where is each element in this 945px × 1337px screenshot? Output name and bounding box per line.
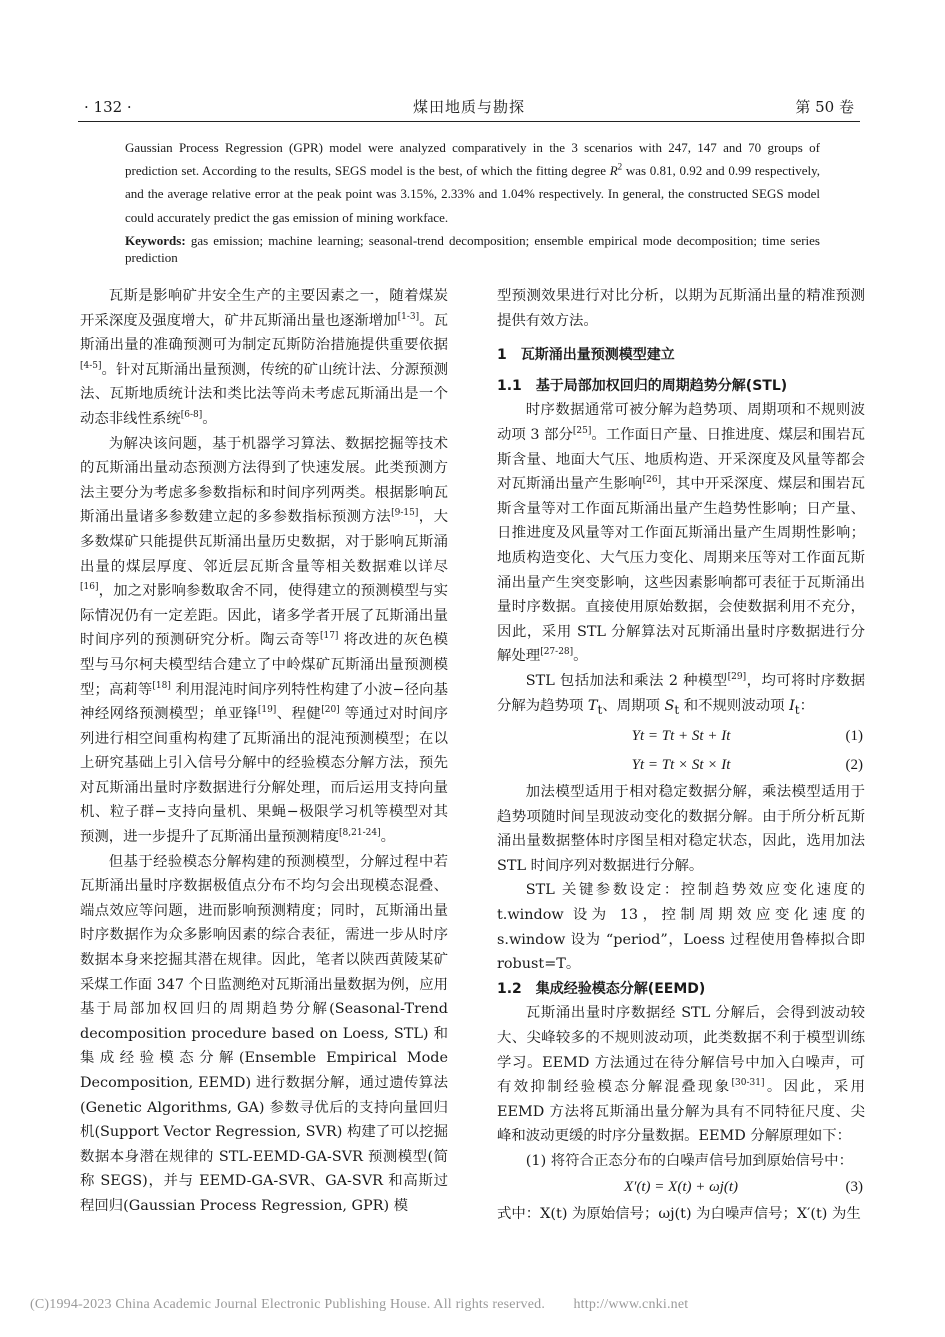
equation-2-number: (2) bbox=[845, 756, 863, 773]
intro-paragraph-3: 但基于经验模态分解构建的预测模型，分解过程中若瓦斯涌出量时序数据极值点分布不均匀会出现模态混叠、端点效应等问题，进而影响预测精度；同时，瓦斯涌出量时序数据作为众多影响因素的综合表征，需进一步从时序数据本身来挖掘其潜在规律。因此，笔者以陕西黄陵某矿采煤工作面 347 个日监测绝对瓦斯涌出量数据为例，应用基于局部加权回归的周期趋势分解(Seasonal-Trend decomposition procedure based on Loess, STL) 和集成经验模态分解(Ensemble Empirical Mode Decomposition, EEMD) 进行数据分解，通过遗传算法(Genetic Algorithms, GA) 参数寻优后的支持向量回归机(Support Vector Regression, SVR) 构建了可以挖掘数据本身潜在规律的 STL-EEMD-GA-SVR 预测模型(简称 SEGS)，并与 EEMD-GA-SVR、GA-SVR 和高斯过程回归(Gaussian Process Regression, GPR) 模 bbox=[80, 853, 448, 1214]
keywords-label: Keywords: bbox=[125, 232, 186, 248]
citation[interactable]: [27-28] bbox=[540, 647, 574, 658]
equation-3-number: (3) bbox=[845, 1179, 863, 1196]
equation-3-explanation: 式中：X(t) 为原始信号；ωj(t) 为白噪声信号；X′(t) 为生 bbox=[497, 1206, 861, 1223]
english-abstract bbox=[125, 136, 820, 267]
citation[interactable]: [25] bbox=[572, 426, 592, 437]
citation[interactable]: [6-8] bbox=[180, 410, 203, 421]
citation[interactable]: [30-31] bbox=[731, 1078, 765, 1089]
equation-3-formula: X′(t) = X(t) + ωj(t) bbox=[623, 1179, 739, 1196]
journal-name: 煤田地质与勘探 bbox=[412, 98, 525, 116]
citation[interactable]: [4-5] bbox=[80, 360, 102, 371]
page-number: · 132 · bbox=[84, 98, 132, 116]
intro-paragraph-2: 为解决该问题，基于机器学习算法、数据挖掘等技术的瓦斯涌出量动态预测方法得到了快速发展。此类预测方法主要分为考虑多参数指标和时间序列两类。根据影响瓦斯涌出量诸多参数建立起的多参数指标预测方法[9-15]，大多数煤矿只能提供瓦斯涌出量历史数据，对于影响瓦斯涌出量的煤层厚度、邻近层瓦斯含量等相关数据难以详尽[16]，加之对影响参数取舍不同，使得建立的预测模型与实际情况仍有一定差距。因此，诸多学者开展了瓦斯涌出量时间序列的预测研究分析。陶云奇等[17] 将改进的灰色模型与马尔柯夫模型结合建立了中岭煤矿瓦斯涌出量预测模型；高莉等[18] 利用混沌时间序列特性构建了小波−径向基神经网络预测模型；单亚锋[19]、程健[20] 等通过对时间序列进行相空间重构构建了瓦斯涌出的混沌预测模型；在以上研究基础上引入信号分解中的经验模态分解方法，预先对瓦斯涌出量时序数据进行分解处理，而后运用支持向量机、粒子群−支持向量机、果蝇−极限学习机等模型对其预测，进一步提升了瓦斯涌出量预测精度[8,21-24]。 bbox=[80, 435, 448, 846]
copyright-footer: (C)1994-2023 China Academic Journal Electronic Publishing House. All rights reserved. http://www.cnki.net bbox=[30, 1297, 689, 1312]
left-column bbox=[80, 284, 448, 1219]
stl-paragraph-3: 加法模型适用于相对稳定数据分解，乘法模型适用于趋势项随时间呈现波动变化的数据分解。由于所分析瓦斯涌出量数据整体时序图呈相对稳定状态，因此，选用加法 STL 时间序列对数据进行分解。 bbox=[497, 783, 865, 874]
citation[interactable]: [18] bbox=[152, 680, 171, 691]
section-heading-1: 1 瓦斯涌出量预测模型建立 bbox=[497, 347, 675, 364]
citation[interactable]: [26] bbox=[642, 475, 662, 486]
citation[interactable]: [19] bbox=[257, 705, 277, 716]
running-header bbox=[78, 96, 860, 120]
eemd-paragraph-1: 瓦斯涌出量时序数据经 STL 分解后，会得到波动较大、尖峰较多的不规则波动项，此类数据不利于模型训练学习。EEMD 方法通过在待分解信号中加入白噪声，可有效抑制经验模态分解混叠现象[30-31]。因此，采用 EEMD 方法将瓦斯涌出量分解为具有不同特征尺度、尖峰和波动更缓的时序分量数据。EEMD 分解原理如下： bbox=[497, 1005, 865, 1145]
right-column bbox=[497, 284, 865, 1227]
citation[interactable]: [9-15] bbox=[391, 508, 419, 519]
header-rule bbox=[78, 121, 860, 122]
stl-paragraph-2: STL 包括加法和乘法 2 种模型[29]，均可将时序数据分解为趋势项 $T_t$、周期项 $S_t$ 和不规则波动项 $I_t$： bbox=[497, 672, 865, 717]
abstract-body: Gaussian Process Regression (GPR) model were analyzed comparatively in the 3 scenarios with 247, 147 and 70 groups of prediction set. According to the results, SEGS model is the best, of which the fitting degree $R^2$ was 0.81, 0.92 and 0.99 respectively, and the average relative error at the peak point was 3.15%, 2.33% and 1.04% respectively. In general, the constructed SEGS model could accurately predict the gas emission of mining workface. bbox=[125, 140, 821, 225]
stl-paragraph-1: 时序数据通常可被分解为趋势项、周期项和不规则波动项 3 部分[25]。工作面日产量、日推进度、煤层和围岩瓦斯含量、地面大气压、地质构造、开采深度及风量等都会对瓦斯涌出量产生影响[26]，其中开采深度、煤层和围岩瓦斯含量等对工作面瓦斯涌出量产生趋势性影响；日产量、日推进度及风量等对工作面瓦斯涌出量产生周期性影响；地质构造变化、大气压力变化、周期来压等对工作面瓦斯涌出量产生突变影响，这些因素影响都可表征于瓦斯涌出量时序数据。直接使用原始数据，会使数据利用不充分，因此，采用 STL 分解算法对瓦斯涌出量时序数据进行分解处理[27-28]。 bbox=[497, 402, 865, 665]
stl-paragraph-4: STL 关键参数设定：控制趋势效应变化速度的 t.window 设为 13，控制周期效应变化速度的 s.window 设为 “period”，Loess 过程使用鲁棒拟合即 robust=T。 bbox=[497, 882, 865, 973]
intro-paragraph-3-cont: 型预测效果进行对比分析，以期为瓦斯涌出量的精准预测提供有效方法。 bbox=[497, 288, 865, 329]
equation-2 bbox=[497, 751, 865, 780]
eemd-step-1: (1) 将符合正态分布的白噪声信号加到原始信号中： bbox=[525, 1152, 853, 1169]
subsection-heading-1-2: 1.2 集成经验模态分解(EEMD) bbox=[497, 980, 706, 997]
citation[interactable]: [20] bbox=[321, 705, 340, 716]
citation[interactable]: [29] bbox=[727, 672, 747, 683]
equation-3 bbox=[497, 1173, 865, 1202]
equation-2-formula: Yt = Tt × St × It bbox=[631, 756, 731, 773]
equation-1-formula: Yt = Tt + St + It bbox=[631, 727, 731, 744]
citation[interactable]: [8,21-24] bbox=[339, 828, 381, 839]
citation[interactable]: [17] bbox=[319, 631, 339, 642]
intro-paragraph-1: 瓦斯是影响矿井安全生产的主要因素之一，随着煤炭开采深度及强度增大，矿井瓦斯涌出量也逐渐增加[1-3]。瓦斯涌出量的准确预测可为制定瓦斯防治措施提供重要依据[4-5]。针对瓦斯涌出量预测，传统的矿山统计法、分源预测法、瓦斯地质统计法和类比法等尚未考虑瓦斯涌出是一个动态非线性系统[6-8]。 bbox=[80, 288, 448, 427]
equation-1-number: (1) bbox=[845, 727, 863, 744]
citation[interactable]: [1-3] bbox=[397, 311, 420, 322]
subsection-heading-1-1: 1.1 基于局部加权回归的周期趋势分解(STL) bbox=[497, 377, 788, 394]
volume-label: 第 50 卷 bbox=[795, 98, 854, 116]
equation-1 bbox=[497, 722, 865, 751]
keywords bbox=[125, 232, 820, 267]
citation[interactable]: [16] bbox=[80, 582, 99, 593]
keywords-text: gas emission; machine learning; seasonal-trend decomposition; ensemble empirical mode decomposition; time series prediction bbox=[125, 232, 820, 266]
